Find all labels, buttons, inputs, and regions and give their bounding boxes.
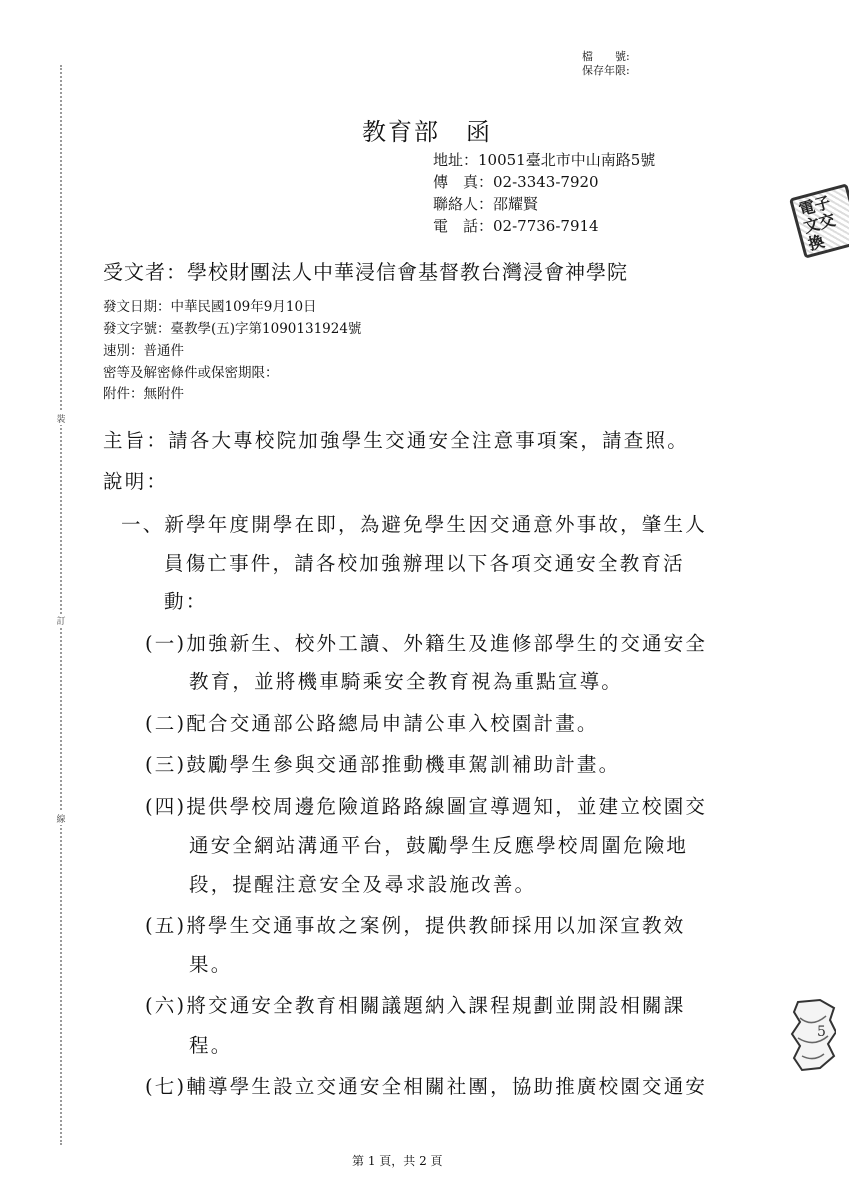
- page-seal-icon: [790, 998, 836, 1072]
- secrecy-level: 密等及解密條件或保密期限：: [103, 365, 279, 381]
- binding-label-ding: 訂: [54, 614, 68, 627]
- sender-contact-person: 聯絡人：邵耀賢: [433, 195, 539, 213]
- sub-item-7-line-1: (七)輔導學生設立交通安全相關社團，協助推廣校園交通安: [145, 1075, 708, 1098]
- sub-item-5-line-1: (五)將學生交通事故之案例，提供教師採用以加深宣教效: [145, 914, 686, 937]
- document-title: 教育部 函: [362, 118, 492, 146]
- sender-fax: 傳 真：02-3343-7920: [433, 173, 599, 191]
- sub-item-3: (三)鼓勵學生參與交通部推動機車駕訓補助計畫。: [145, 753, 621, 776]
- sub-item-5-line-2: 果。: [189, 953, 233, 976]
- delivery-speed: 速別：普通件: [103, 343, 184, 359]
- binding-line: [60, 65, 62, 1145]
- attachment: 附件：無附件: [103, 386, 184, 402]
- item-1-line-2: 員傷亡事件，請各校加強辦理以下各項交通安全教育活: [164, 552, 685, 575]
- sub-item-4-line-1: (四)提供學校周邊危險道路路線圖宣導週知，並建立校園交: [145, 795, 708, 818]
- issue-date: 發文日期：中華民國109年9月10日: [103, 299, 317, 315]
- binding-label-zhuang: 裝: [54, 412, 68, 425]
- sub-item-1-line-1: (一)加強新生、校外工讀、外籍生及進修部學生的交通安全: [145, 632, 708, 655]
- document-number: 發文字號：臺教學(五)字第1090131924號: [103, 321, 362, 337]
- item-1-line-1: 一、新學年度開學在即，為避免學生因交通意外事故，肇生人: [121, 513, 707, 536]
- sender-address: 地址：10051臺北市中山南路5號: [433, 151, 656, 169]
- sub-item-1-line-2: 教育，並將機車騎乘安全教育視為重點宣導。: [189, 670, 624, 693]
- stamp-text: 電子文交換: [796, 192, 838, 254]
- seal-number: 5: [817, 1024, 826, 1040]
- file-number-label: 檔 號:: [582, 50, 630, 63]
- sub-item-2: (二)配合交通部公路總局申請公車入校園計畫。: [145, 712, 599, 735]
- binding-label-xian: 線: [54, 812, 68, 825]
- recipient: 受文者：學校財團法人中華浸信會基督教台灣浸會神學院: [103, 260, 628, 284]
- sub-item-6-line-1: (六)將交通安全教育相關議題納入課程規劃並開設相關課: [145, 994, 686, 1017]
- sub-item-4-line-3: 段，提醒注意安全及尋求設施改善。: [189, 873, 537, 896]
- sub-item-4-line-2: 通安全網站溝通平台，鼓勵學生反應學校周圍危險地: [189, 834, 689, 857]
- page-indicator: 第 1 頁，共 2 頁: [352, 1154, 443, 1168]
- electronic-exchange-stamp: [789, 183, 849, 258]
- retention-period-label: 保存年限:: [582, 64, 630, 77]
- sender-phone: 電 話：02-7736-7914: [433, 217, 599, 235]
- sub-item-6-line-2: 程。: [189, 1034, 233, 1057]
- explanation-label: 說明：: [103, 470, 169, 493]
- subject: 主旨：請各大專校院加強學生交通安全注意事項案，請查照。: [103, 429, 689, 452]
- item-1-line-3: 動：: [164, 590, 208, 613]
